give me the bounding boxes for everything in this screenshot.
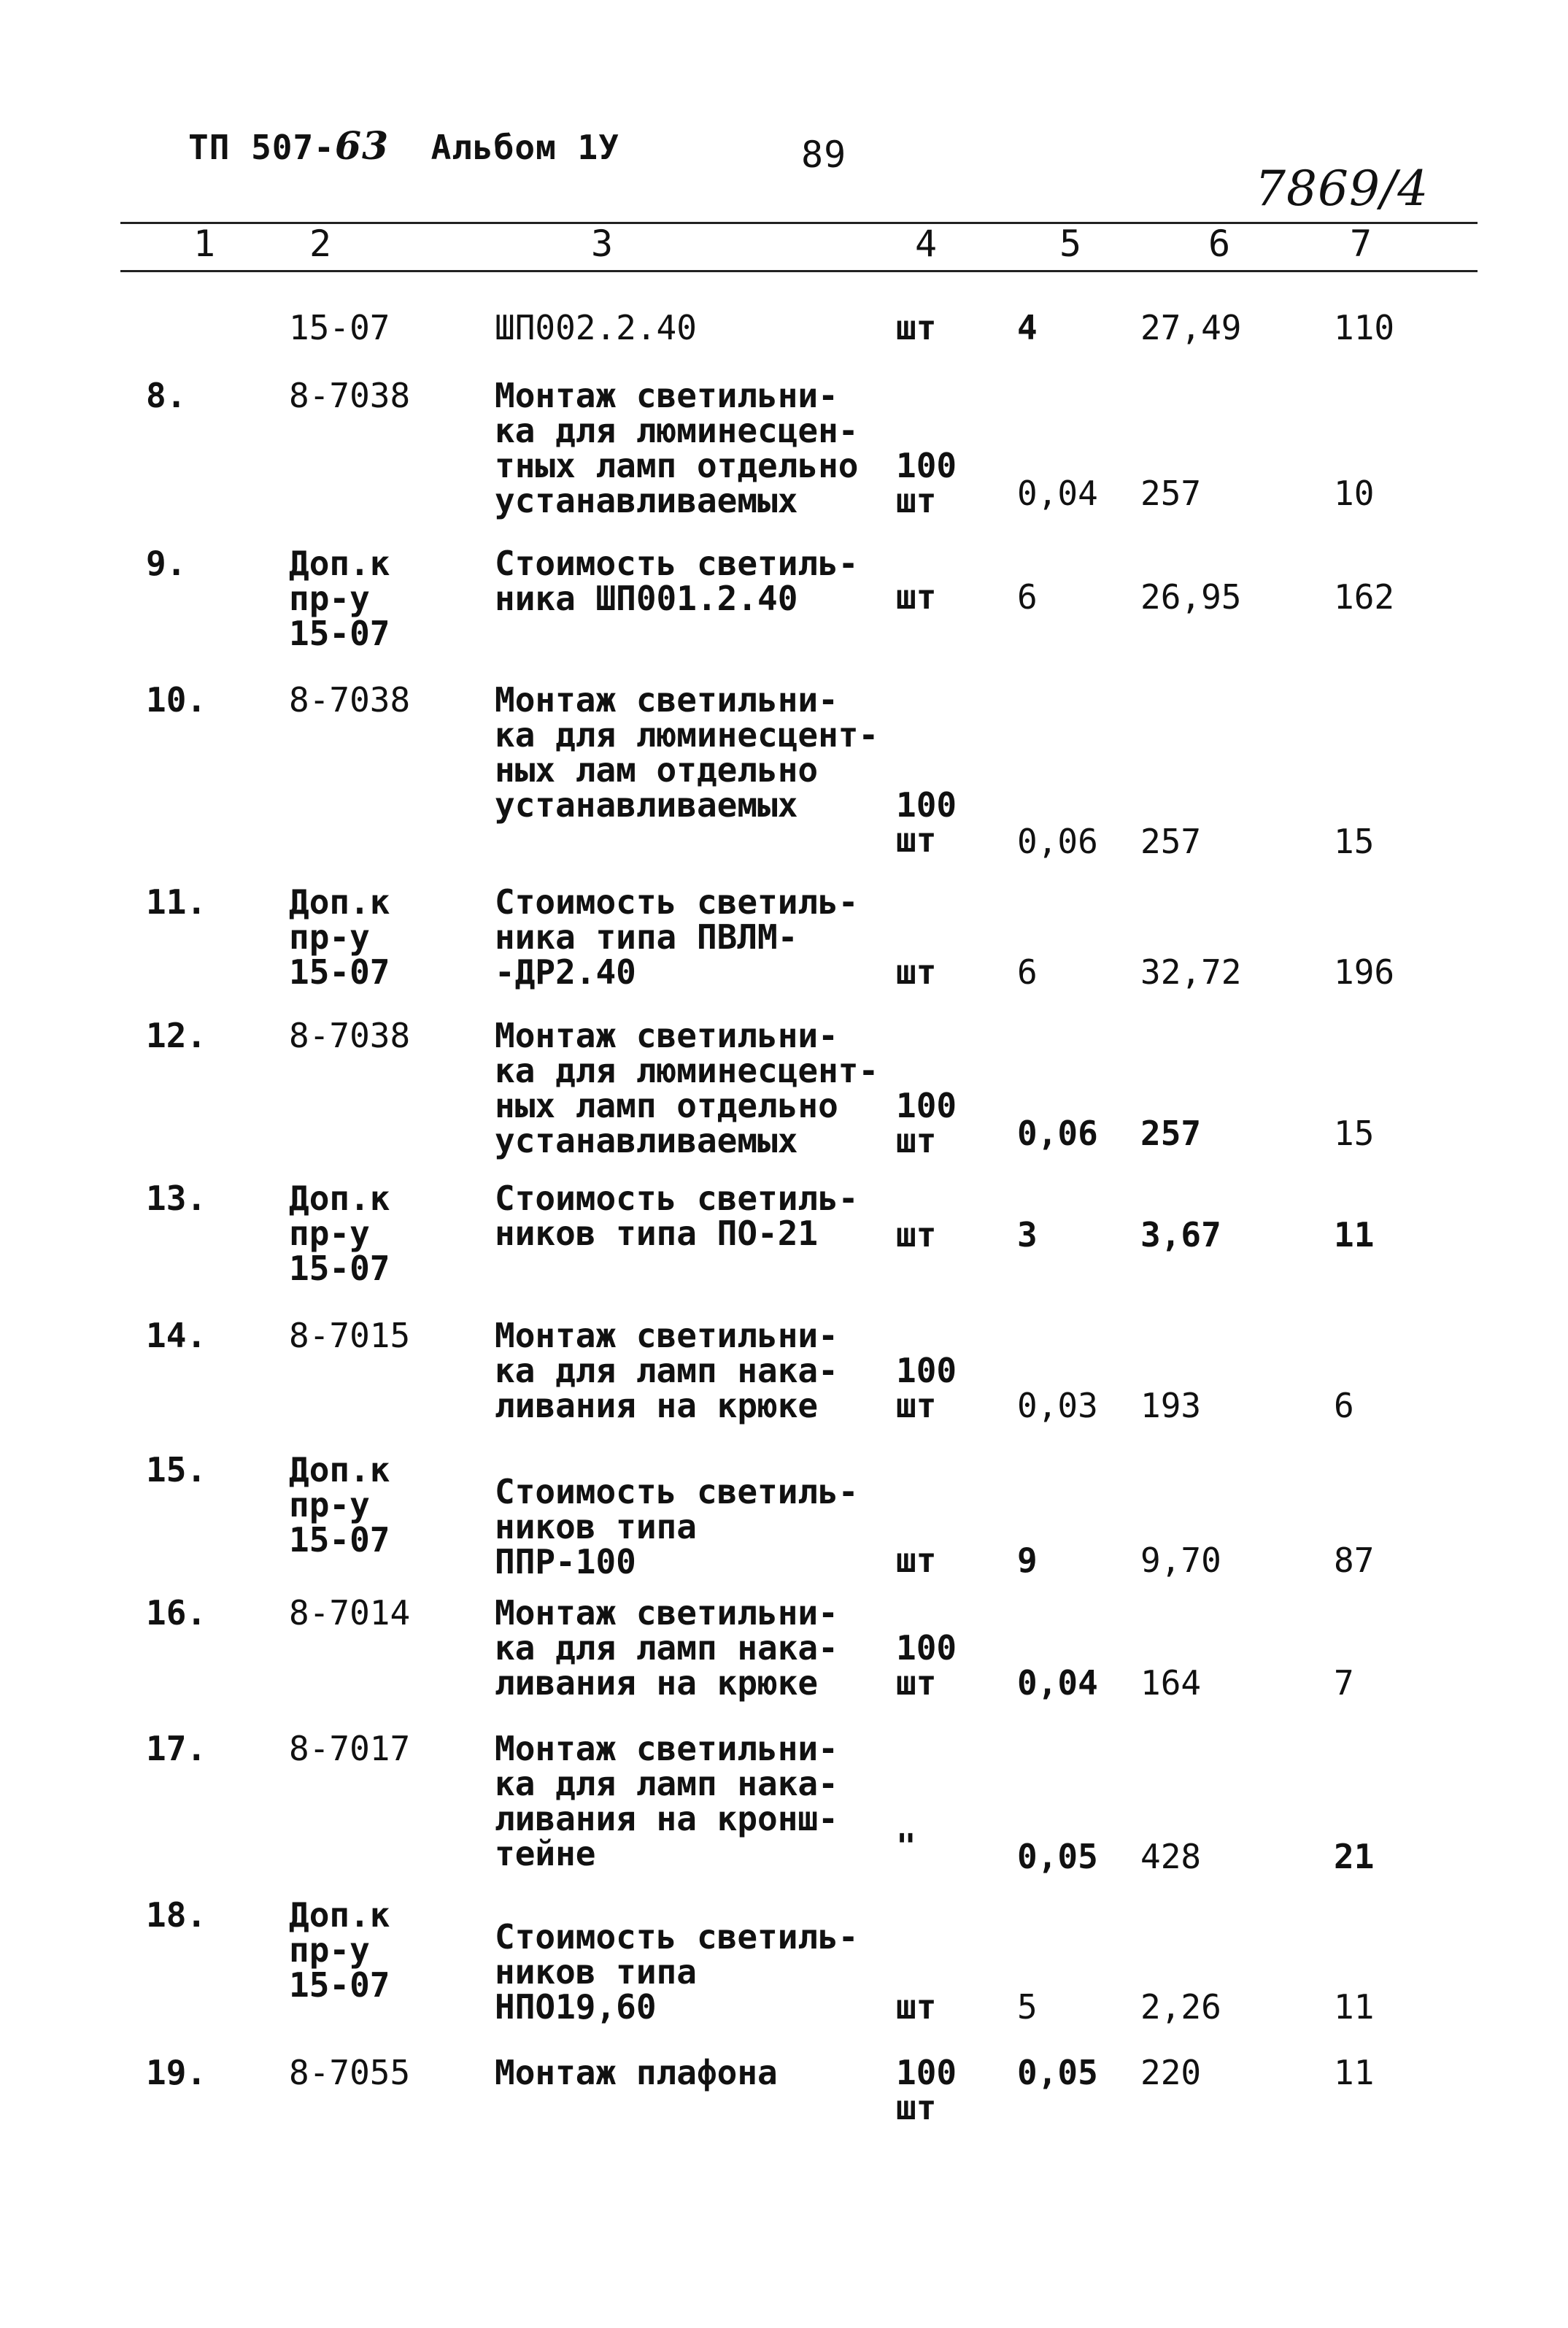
row-code: Доп.к пр-у 15-07 bbox=[289, 1895, 390, 2005]
row-unit-price: 3,67 bbox=[1140, 1215, 1221, 1254]
row-unit: шт bbox=[896, 308, 937, 347]
row-unit: шт bbox=[896, 1541, 937, 1580]
row-quantity: 0,04 bbox=[1017, 1663, 1098, 1703]
row-unit: 100 шт bbox=[896, 785, 957, 860]
row-unit-price: 32,72 bbox=[1140, 952, 1242, 992]
row-code: 8-7055 bbox=[289, 2053, 411, 2092]
row-unit-price: 164 bbox=[1140, 1663, 1202, 1703]
row-code: 8-7017 bbox=[289, 1729, 411, 1768]
row-quantity: 0,03 bbox=[1017, 1386, 1098, 1425]
row-code: 8-7038 bbox=[289, 680, 411, 720]
row-quantity: 4 bbox=[1017, 308, 1038, 347]
row-description: Монтаж светильни- ка для ламп нака- ливания на крюке bbox=[495, 1316, 838, 1425]
row-number: 19. bbox=[146, 2053, 207, 2092]
row-code: 15-07 bbox=[289, 308, 390, 347]
column-header-4: 4 bbox=[915, 223, 938, 265]
document-reference bbox=[188, 124, 619, 169]
row-unit: 100 шт bbox=[896, 2053, 957, 2127]
row-unit-price: 220 bbox=[1140, 2053, 1202, 2092]
row-unit-price: 27,49 bbox=[1140, 308, 1242, 347]
row-code: 8-7038 bbox=[289, 376, 411, 415]
row-total: 11 bbox=[1334, 2053, 1375, 2092]
row-description: Монтаж светильни- ка для люминесцент- ных лам отдельно устанавливаемых bbox=[495, 680, 879, 825]
row-number: 12. bbox=[146, 1016, 207, 1055]
row-unit-price: 2,26 bbox=[1140, 1987, 1221, 2027]
row-code: 8-7014 bbox=[289, 1593, 411, 1633]
row-code: Доп.к пр-у 15-07 bbox=[289, 544, 390, 653]
row-quantity: 9 bbox=[1017, 1541, 1038, 1580]
row-quantity: 0,04 bbox=[1017, 474, 1098, 513]
row-unit-price: 257 bbox=[1140, 822, 1202, 861]
row-unit-price: 193 bbox=[1140, 1386, 1202, 1425]
row-number: 15. bbox=[146, 1450, 207, 1489]
row-quantity: 0,05 bbox=[1017, 1837, 1098, 1876]
row-quantity: 6 bbox=[1017, 577, 1038, 617]
row-unit: шт bbox=[896, 577, 937, 617]
row-total: 6 bbox=[1334, 1386, 1354, 1425]
table-header-rule bbox=[120, 270, 1478, 272]
row-unit-price: 428 bbox=[1140, 1837, 1202, 1876]
row-code: Доп.к пр-у 15-07 bbox=[289, 882, 390, 992]
row-code: Доп.к пр-у 15-07 bbox=[289, 1179, 390, 1288]
row-quantity: 0,05 bbox=[1017, 2053, 1098, 2092]
row-description: Стоимость светиль- ника типа ПВЛМ- -ДР2.40 bbox=[495, 882, 859, 992]
row-quantity: 0,06 bbox=[1017, 822, 1098, 861]
row-unit: 100 шт bbox=[896, 1351, 957, 1425]
row-description: Стоимость светиль- ников типа ППР-100 bbox=[495, 1472, 859, 1581]
row-number: 11. bbox=[146, 882, 207, 922]
row-total: 162 bbox=[1334, 577, 1395, 617]
row-total: 110 bbox=[1334, 308, 1395, 347]
row-number: 9. bbox=[146, 544, 187, 583]
row-total: 11 bbox=[1334, 1987, 1375, 2027]
row-total: 87 bbox=[1334, 1541, 1375, 1580]
row-unit: шт bbox=[896, 1987, 937, 2027]
handwritten-number: 7869/4 bbox=[1255, 161, 1429, 217]
row-total: 21 bbox=[1334, 1837, 1375, 1876]
doc-series: 63 bbox=[334, 124, 390, 169]
row-number: 18. bbox=[146, 1895, 207, 1935]
row-description: Стоимость светиль- ника ШП001.2.40 bbox=[495, 544, 859, 618]
row-description: Монтаж светильни- ка для люминесцен- тных ламп отдельно устанавливаемых bbox=[495, 376, 859, 520]
row-description: Монтаж светильни- ка для ламп нака- ливания на крюке bbox=[495, 1593, 838, 1703]
row-quantity: 6 bbox=[1017, 952, 1038, 992]
row-unit: 100 шт bbox=[896, 1086, 957, 1160]
row-description: Монтаж светильни- ка для ламп нака- ливания на кронш- тейне bbox=[495, 1729, 838, 1873]
row-number: 17. bbox=[146, 1729, 207, 1768]
column-header-6: 6 bbox=[1208, 223, 1231, 265]
row-number: 8. bbox=[146, 376, 187, 415]
row-unit: " bbox=[896, 1827, 916, 1866]
row-description: Монтаж плафона bbox=[495, 2053, 778, 2092]
page-number: 89 bbox=[801, 134, 847, 176]
column-header-3: 3 bbox=[591, 223, 614, 265]
row-unit-price: 257 bbox=[1140, 1114, 1202, 1153]
row-description: Стоимость светиль- ников типа НПО19,60 bbox=[495, 1917, 859, 2027]
row-code: Доп.к пр-у 15-07 bbox=[289, 1450, 390, 1560]
row-description: Монтаж светильни- ка для люминесцент- ных ламп отдельно устанавливаемых bbox=[495, 1016, 879, 1160]
row-code: 8-7015 bbox=[289, 1316, 411, 1355]
album-label: Альбом 1У bbox=[430, 128, 619, 167]
row-code: 8-7038 bbox=[289, 1016, 411, 1055]
row-number: 13. bbox=[146, 1179, 207, 1218]
row-total: 15 bbox=[1334, 1114, 1375, 1153]
row-total: 15 bbox=[1334, 822, 1375, 861]
column-header-5: 5 bbox=[1059, 223, 1082, 265]
doc-prefix: ТП 507- bbox=[188, 128, 335, 167]
row-unit: 100 шт bbox=[896, 446, 957, 520]
row-total: 7 bbox=[1334, 1663, 1354, 1703]
row-number: 14. bbox=[146, 1316, 207, 1355]
row-description: Стоимость светиль- ников типа ПО-21 bbox=[495, 1179, 859, 1253]
row-total: 10 bbox=[1334, 474, 1375, 513]
row-quantity: 5 bbox=[1017, 1987, 1038, 2027]
row-unit-price: 9,70 bbox=[1140, 1541, 1221, 1580]
column-header-2: 2 bbox=[309, 223, 332, 265]
row-unit: шт bbox=[896, 1215, 937, 1254]
column-header-7: 7 bbox=[1350, 223, 1372, 265]
row-unit-price: 26,95 bbox=[1140, 577, 1242, 617]
row-quantity: 3 bbox=[1017, 1215, 1038, 1254]
row-total: 196 bbox=[1334, 952, 1395, 992]
row-description: ШП002.2.40 bbox=[495, 308, 697, 347]
row-quantity: 0,06 bbox=[1017, 1114, 1098, 1153]
row-unit: шт bbox=[896, 952, 937, 992]
row-total: 11 bbox=[1334, 1215, 1375, 1254]
row-unit-price: 257 bbox=[1140, 474, 1202, 513]
row-unit: 100 шт bbox=[896, 1628, 957, 1703]
row-number: 16. bbox=[146, 1593, 207, 1633]
column-header-1: 1 bbox=[193, 223, 216, 265]
row-number: 10. bbox=[146, 680, 207, 720]
